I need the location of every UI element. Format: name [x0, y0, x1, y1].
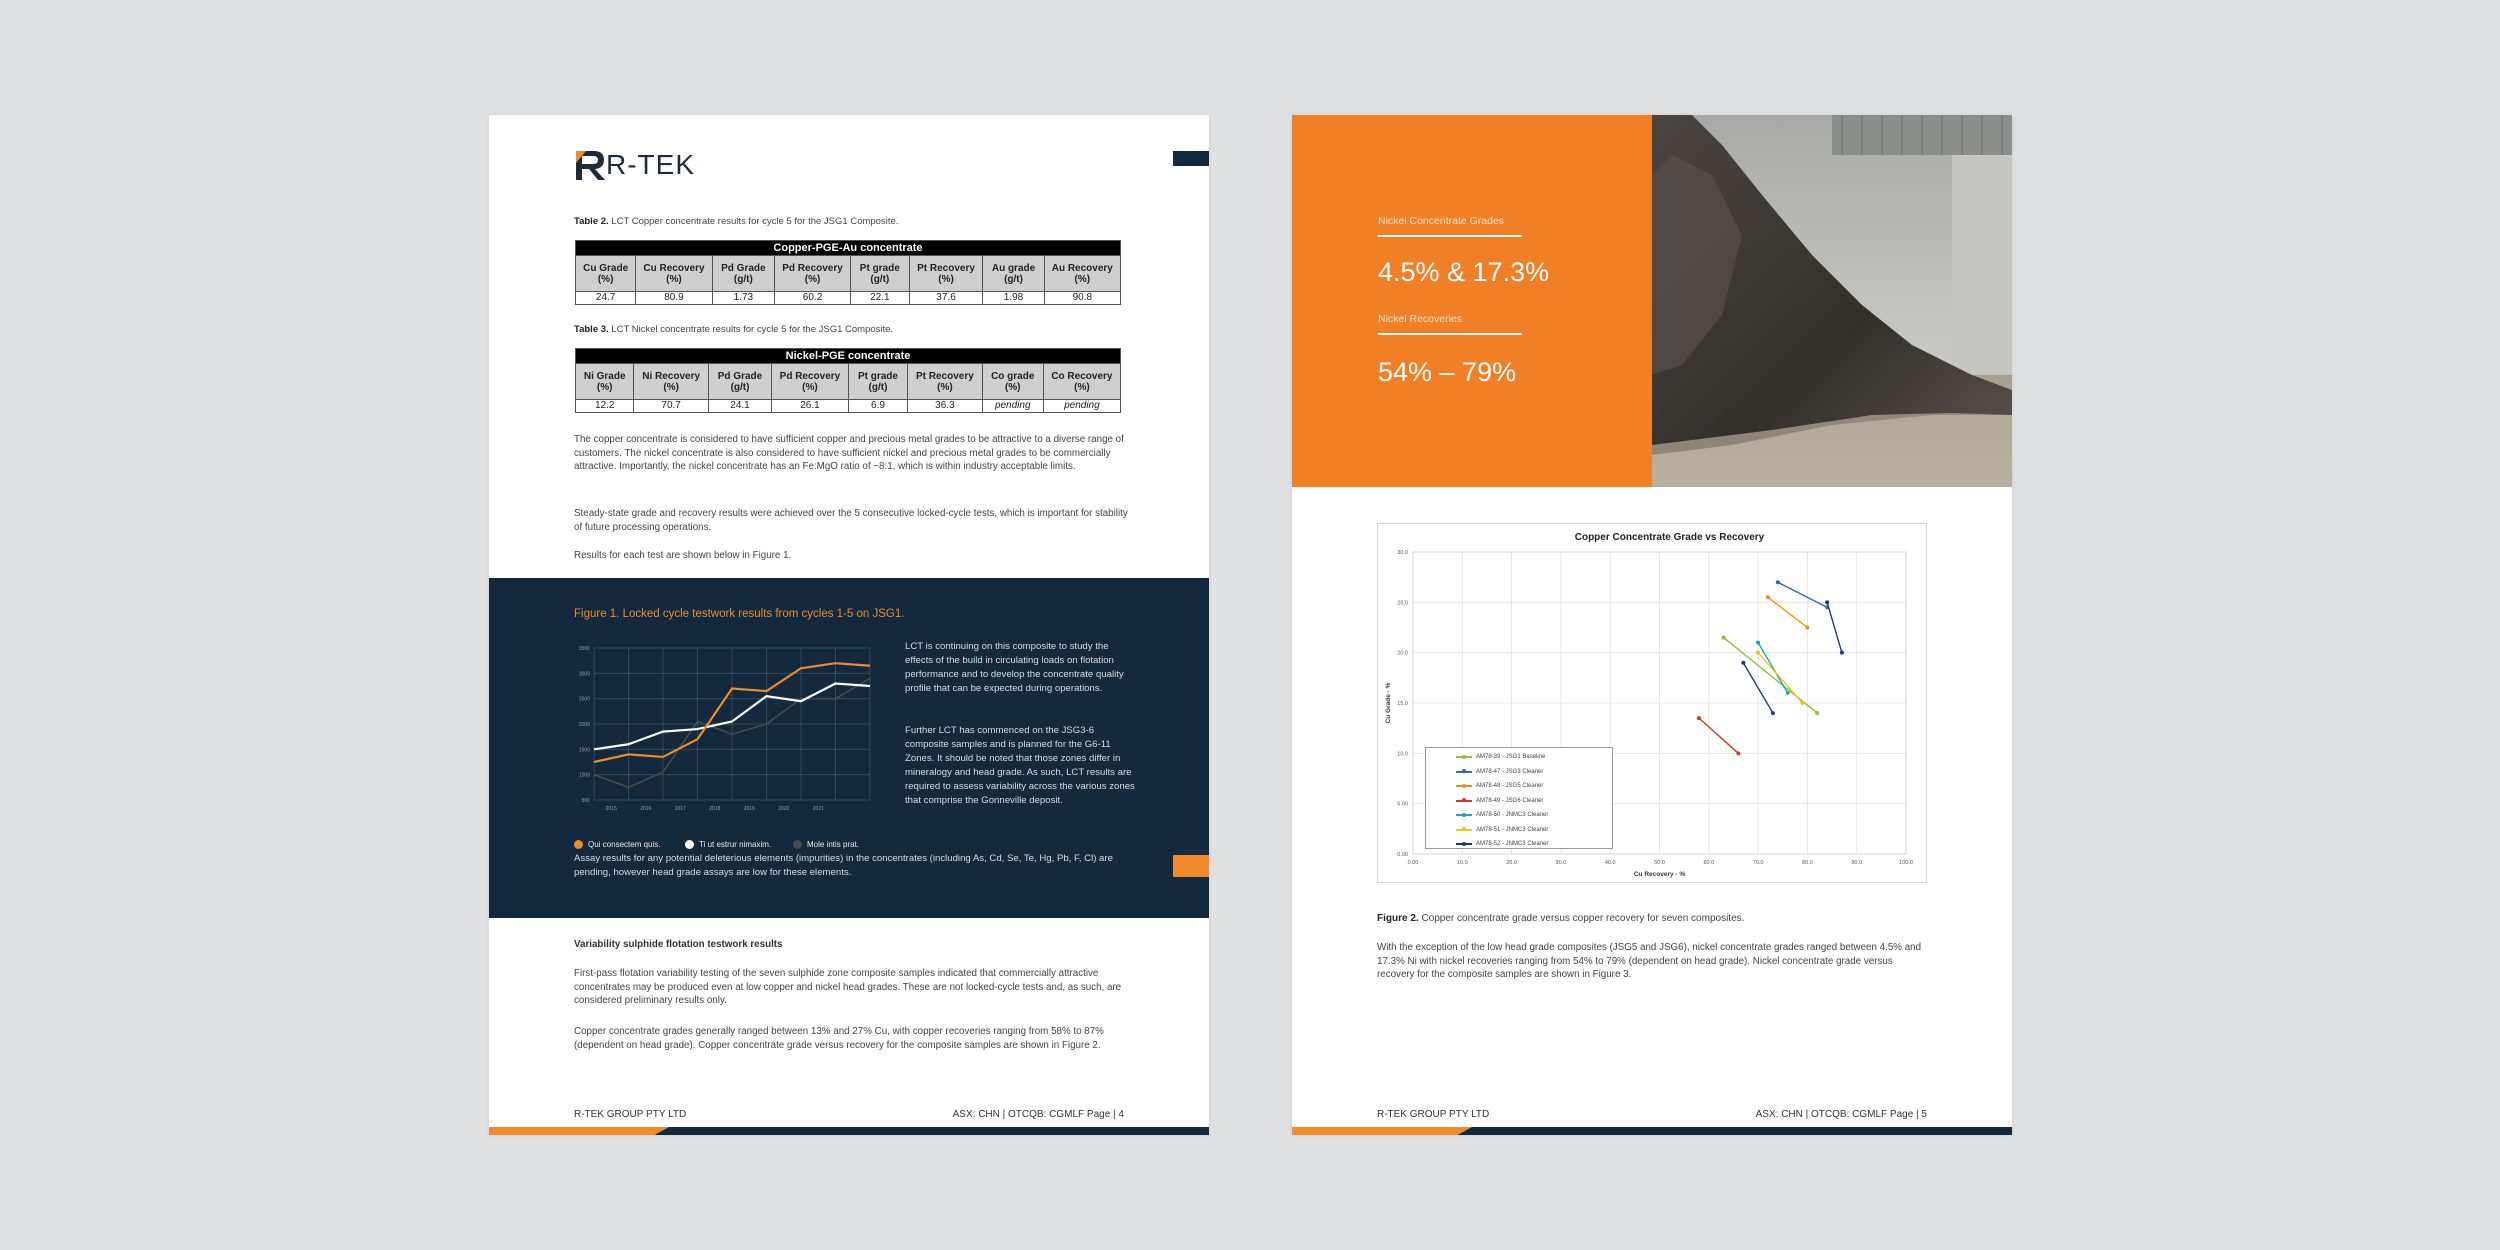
- figure2-caption: Figure 2. Copper concentrate grade versus copper recovery for seven composites.: [1377, 913, 1745, 924]
- legend-dot-icon: [793, 840, 802, 849]
- table-cell: 1.98: [983, 292, 1044, 305]
- table-header: Au grade (g/t): [983, 256, 1044, 292]
- table-header: Pd Recovery (%): [775, 256, 851, 292]
- table-header: Pt grade (g/t): [851, 256, 910, 292]
- y-tick-label: 25.0: [1397, 600, 1408, 607]
- table3-title: Nickel-PGE concentrate: [576, 349, 1121, 364]
- table-header: Pt Recovery (%): [909, 256, 983, 292]
- legend-item: AM78-39 - JSG1 Baseline: [1456, 750, 1612, 765]
- y-tick-label: 2500: [578, 696, 590, 703]
- table-cell: 24.1: [708, 400, 771, 413]
- stat-recovery-label: Nickel Recoveries: [1378, 313, 1463, 325]
- x-tick-label: 10.0: [1456, 860, 1468, 866]
- figure1-title: Figure 1. Locked cycle testwork results from cycles 1-5 on JSG1.: [574, 608, 905, 620]
- y-axis-label: Cu Grade - %: [1385, 682, 1392, 724]
- table-cell: 80.9: [636, 292, 712, 305]
- table2-caption: Table 2. LCT Copper concentrate results for cycle 5 for the JSG1 Composite.: [574, 216, 899, 227]
- legend-dot-icon: [574, 840, 583, 849]
- x-tick-label: 2021: [812, 806, 824, 812]
- y-tick-label: 2000: [578, 722, 590, 728]
- x-tick-label: 70.0: [1752, 860, 1764, 866]
- stats-panel: [1292, 115, 1652, 487]
- paragraph-nickel-grades: With the exception of the low head grade composites (JSG5 and JSG6), nickel concentrate grades ranged between 4.5% and 17.3% Ni with nickel recoveries ranging from 54% to 79% (dependent on head grade). Nickel concentrate grade versus recovery for the composite samples are shown in Figure 3.: [1377, 942, 1922, 980]
- legend-item: AM78-51 - JNMC3 Cleaner: [1456, 823, 1612, 838]
- x-tick-label: 50.0: [1654, 860, 1665, 866]
- assay-note: Assay results for any potential deleterious elements (impurities) in the concentrates (including As, Cd, Se, Te, Hg, Pb, F, Cl) are pending, however head grade assays are low for these elements.: [574, 853, 1113, 878]
- y-tick-label: 1500: [578, 747, 590, 754]
- footer-bar: [489, 1127, 1209, 1135]
- table-header: Pt Recovery (%): [908, 364, 983, 400]
- r-tek-logo-icon: [574, 149, 608, 181]
- table-header: Pd Grade (g/t): [712, 256, 774, 292]
- table-cell: 90.8: [1044, 292, 1120, 305]
- table-cell: pending: [982, 400, 1043, 413]
- figure1-band: [489, 578, 1209, 918]
- table-header: Pt grade (g/t): [848, 364, 907, 400]
- data-point: [1805, 626, 1809, 630]
- table-nickel-concentrate: [575, 348, 1121, 413]
- series-line: [1778, 582, 1827, 607]
- footer-company: R-TEK GROUP PTY LTD: [574, 1109, 687, 1120]
- table-header: Pd Recovery (%): [772, 364, 849, 400]
- data-point: [1766, 595, 1770, 599]
- copper-grade-recovery-chart: [1377, 523, 1927, 883]
- table-header: Cu Grade (%): [576, 256, 636, 292]
- table-cell: 26.1: [772, 400, 849, 413]
- stat-grade-label: Nickel Concentrate Grades: [1378, 215, 1505, 227]
- x-tick-label: 2018: [709, 806, 721, 812]
- corner-tab: [1173, 151, 1209, 166]
- legend-item: AM78-48 - JSG5 Cleaner: [1456, 779, 1612, 794]
- page-4: [489, 115, 1209, 1135]
- lct-line-chart: [574, 640, 874, 820]
- y-tick-label: 0.00: [1397, 852, 1408, 858]
- series-line: [1768, 597, 1807, 627]
- table-cell: pending: [1043, 400, 1120, 413]
- figure1-text-lct: LCT is continuing on this composite to study the effects of the build in circulating loads on flotation performance and to develop the concentrate quality profile that can be expected during operations.: [905, 641, 1124, 694]
- data-point: [1840, 651, 1844, 655]
- paragraph-variability: First-pass flotation variability testing of the seven sulphide zone composite samples indicated that commercially attractive concentrates may be produced even at low copper and nickel head grades. These are not locked-cycle tests and, as such, are considered preliminary results only.: [574, 968, 1122, 1006]
- stat-recovery-value: 54% – 79%: [1378, 357, 1517, 387]
- figure1-text-further: Further LCT has commenced on the JSG3-6 composite samples and is planned for the G6-11 Zones. It should be noted that those zones differ in mineralogy and head grade. As such, LCT results are required to assess variability across the various zones that comprise the Gonneville deposit.: [905, 725, 1135, 806]
- series-line: [1699, 718, 1738, 753]
- paragraph-results-intro: Results for each test are shown below in Figure 1.: [574, 550, 792, 561]
- y-tick-label: 1000: [578, 772, 590, 779]
- data-point: [1722, 636, 1726, 640]
- y-tick-label: 3500: [578, 646, 590, 652]
- series-line: [1758, 653, 1802, 703]
- data-point: [1741, 661, 1745, 665]
- table-cell: 70.7: [634, 400, 709, 413]
- table-row: [576, 292, 1121, 305]
- y-tick-label: 15.0: [1397, 701, 1408, 707]
- data-point: [1825, 600, 1829, 604]
- x-tick-label: 100.0: [1899, 860, 1913, 866]
- table-header: Co Recovery (%): [1043, 364, 1120, 400]
- x-tick-label: 40.0: [1604, 860, 1616, 866]
- legend-item: AM78-50 - JNMC3 Cleaner: [1456, 808, 1612, 823]
- chart-legend: [1425, 747, 1613, 849]
- table-copper-concentrate: [575, 240, 1121, 305]
- legend-item: AM78-49 - JSG6 Cleaner: [1456, 794, 1612, 809]
- page-5: [1292, 115, 2012, 1135]
- x-tick-label: 2016: [640, 806, 652, 812]
- footer-bar: [1292, 1127, 2012, 1135]
- paragraph-steady-state: Steady-state grade and recovery results were achieved over the 5 consecutive locked-cycle tests, which is important for stability of future processing operations.: [574, 508, 1128, 533]
- table-cell: 37.6: [909, 292, 983, 305]
- legend-dot-icon: [685, 840, 694, 849]
- data-point: [1756, 651, 1760, 655]
- table-cell: 6.9: [848, 400, 907, 413]
- table-header: Ni Recovery (%): [634, 364, 709, 400]
- data-point: [1786, 691, 1790, 695]
- table-header: Cu Recovery (%): [636, 256, 712, 292]
- table-cell: 12.2: [576, 400, 634, 413]
- stat-grade-value: 4.5% & 17.3%: [1378, 257, 1550, 287]
- data-point: [1736, 751, 1740, 755]
- data-point: [1697, 716, 1701, 720]
- legend-item: AM78-47 - JSG3 Cleaner: [1456, 765, 1612, 780]
- x-tick-label: 2017: [674, 806, 686, 812]
- x-axis-label: Cu Recovery - %: [1633, 871, 1686, 878]
- y-tick-label: 20.0: [1397, 650, 1408, 657]
- data-point: [1800, 701, 1804, 705]
- x-tick-label: 20.0: [1506, 860, 1517, 866]
- divider: [1378, 235, 1522, 237]
- x-tick-label: 90.0: [1851, 860, 1863, 866]
- y-tick-label: 30.0: [1397, 550, 1408, 556]
- series-line: [1827, 602, 1842, 652]
- ore-stockpile-photo: [1652, 115, 2012, 487]
- table-cell: 60.2: [775, 292, 851, 305]
- paragraph-concentrate-quality: The copper concentrate is considered to have sufficient copper and precious metal grades to be attractive to a diverse range of customers. The nickel concentrate is also considered to have sufficient nickel and precious metal grades to be commercially attractive. Importantly, the nickel concentrate has an Fe:MgO ratio of ~8:1, which is within industry acceptable limits.: [574, 434, 1124, 472]
- table-cell: 1.73: [712, 292, 774, 305]
- y-tick-label: 5.00: [1397, 801, 1408, 808]
- logo-wordmark: R-TEK: [606, 149, 695, 180]
- legend-item: Qui consectem quis.: [574, 840, 660, 849]
- footer-page-info: ASX: CHN | OTCQB: CGMLF Page | 4: [952, 1109, 1124, 1120]
- table-cell: 24.7: [576, 292, 636, 305]
- x-tick-label: 2020: [778, 806, 790, 812]
- data-point: [1756, 641, 1760, 645]
- divider: [1378, 333, 1522, 335]
- y-tick-label: 10.0: [1397, 751, 1408, 758]
- legend-item: Ti ut estrur nimaxim.: [685, 840, 771, 849]
- footer-company: R-TEK GROUP PTY LTD: [1377, 1109, 1490, 1120]
- table-header: Pd Grade (g/t): [708, 364, 771, 400]
- table-cell: 22.1: [851, 292, 910, 305]
- variability-heading: Variability sulphide flotation testwork results: [574, 939, 783, 950]
- data-point: [1815, 711, 1819, 715]
- footer-page-info: ASX: CHN | OTCQB: CGMLF Page | 5: [1755, 1109, 1927, 1120]
- chart-title: Copper Concentrate Grade vs Recovery: [1574, 532, 1765, 543]
- paragraph-copper-grades: Copper concentrate grades generally ranged between 13% and 27% Cu, with copper recoveries ranging from 58% to 87% (dependent on head grade). Copper concentrate grade versus recovery for the composite samples are shown in Figure 2.: [574, 1026, 1104, 1051]
- table2-title: Copper-PGE-Au concentrate: [576, 241, 1121, 256]
- x-tick-label: 2015: [605, 806, 617, 812]
- table-header: Ni Grade (%): [576, 364, 634, 400]
- legend-item: AM78-52 - JNMC3 Cleaner: [1456, 837, 1612, 852]
- x-tick-label: 30.0: [1555, 860, 1567, 866]
- table-header: Co grade (%): [982, 364, 1043, 400]
- y-tick-label: 3000: [578, 671, 590, 678]
- table3-caption: Table 3. LCT Nickel concentrate results for cycle 5 for the JSG1 Composite.: [574, 324, 894, 335]
- data-point: [1771, 711, 1775, 715]
- x-tick-label: 2019: [743, 806, 755, 812]
- data-point: [1776, 580, 1780, 584]
- orange-tab: [1173, 855, 1209, 877]
- x-tick-label: 80.0: [1802, 860, 1813, 866]
- table-row: [576, 400, 1121, 413]
- table-cell: 36.3: [908, 400, 983, 413]
- table-header: Au Recovery (%): [1044, 256, 1120, 292]
- series-line: [1758, 643, 1788, 693]
- y-tick-label: 500: [581, 798, 590, 804]
- x-tick-label: 0.00: [1407, 860, 1419, 866]
- x-tick-label: 60.0: [1703, 860, 1715, 866]
- legend-item: Mole intis prat.: [793, 840, 859, 849]
- r-tek-logo: [574, 148, 695, 182]
